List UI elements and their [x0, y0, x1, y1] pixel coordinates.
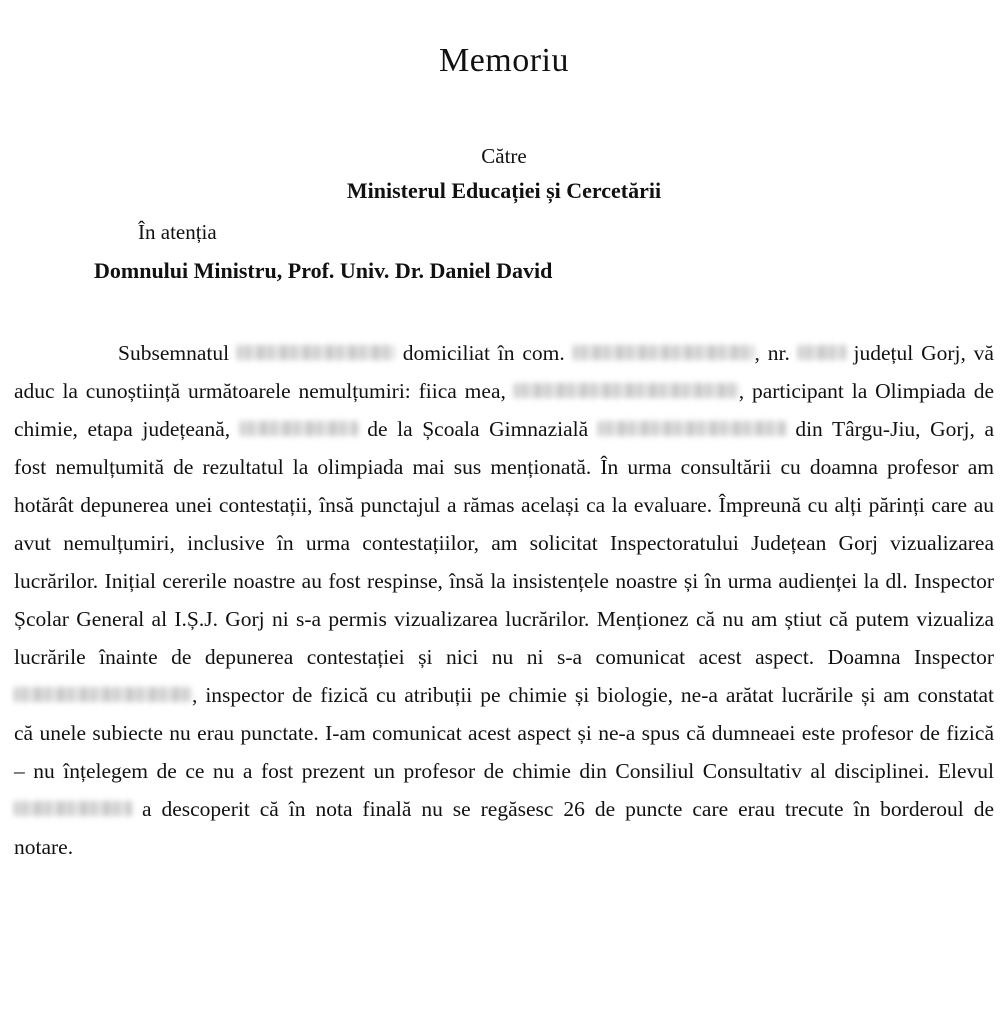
document-title: Memoriu — [438, 42, 570, 79]
salutation: Către — [481, 144, 527, 168]
body-text-2: domiciliat în com. — [394, 341, 573, 365]
body-text-8: , inspector de fizică cu atribuții pe chimie și biologie, ne-a arătat lucrările și am constatat că unele subiecte nu erau punctate. I-am comunicat acest aspect și ne-a spus că dumneaei este profesor de fizică – nu înțelegem de ce nu a fost prezent un profesor de chimie din Consiliul Consultativ al disciplinei. Elevul — [14, 683, 994, 783]
body-text-9: a descoperit că în nota finală nu se regăsesc 26 de puncte care erau trecute în borderoul de notare. — [14, 797, 994, 859]
redacted-class-detail — [240, 421, 358, 436]
redacted-student-name — [14, 801, 132, 816]
body-text-4: județul Gorj, vă aduc la cunoștiință următoarele nemulțumiri: fiica mea, — [14, 341, 994, 403]
attention-name: Domnului Ministru, Prof. Univ. Dr. Daniel David — [94, 258, 553, 283]
redacted-school-name — [598, 421, 786, 436]
attention-label: În atenția — [138, 220, 217, 244]
body-text-7: din Târgu-Jiu, Gorj, a fost nemulțumită de rezultatul la olimpiada mai sus menționată. În urma consultării cu doamna profesor am hotărât depunerea unei contestații, însă punctajul a rămas același ca la evaluare. Împreună cu alți părinți care au avut nemulțumiri, inclusive în urma contestațiilor, am solicitat Inspectoratului Județean Gorj vizualizarea lucrărilor. Inițial cererile noastre au fost respinse, însă la insistențele noastre și în urma audienței la dl. Inspector Școlar General al I.Ș.J. Gorj ni s-a permis vizualizarea lucrărilor. Menționez că nu am știut că putem vizualiza lucrările înainte de depunerea contestației și nici nu ni s-a comunicat acest aspect. Doamna Inspector — [14, 417, 995, 669]
recipient-ministry: Ministerul Educației și Cercetării — [346, 178, 662, 203]
body-text-1: Subsemnatul — [118, 341, 237, 365]
body-text-3: , nr. — [754, 341, 798, 365]
redacted-sender-name — [237, 345, 395, 360]
body-paragraph — [14, 334, 994, 866]
redacted-street-number — [798, 345, 846, 360]
redacted-daughter-name — [514, 383, 739, 398]
redacted-commune-name — [573, 345, 755, 360]
body-text-6: de la Școala Gimnazială — [357, 417, 598, 441]
redacted-inspector-name — [14, 687, 192, 702]
body-text-5: , participant la Olimpiada de chimie, etapa județeană, — [14, 379, 994, 441]
